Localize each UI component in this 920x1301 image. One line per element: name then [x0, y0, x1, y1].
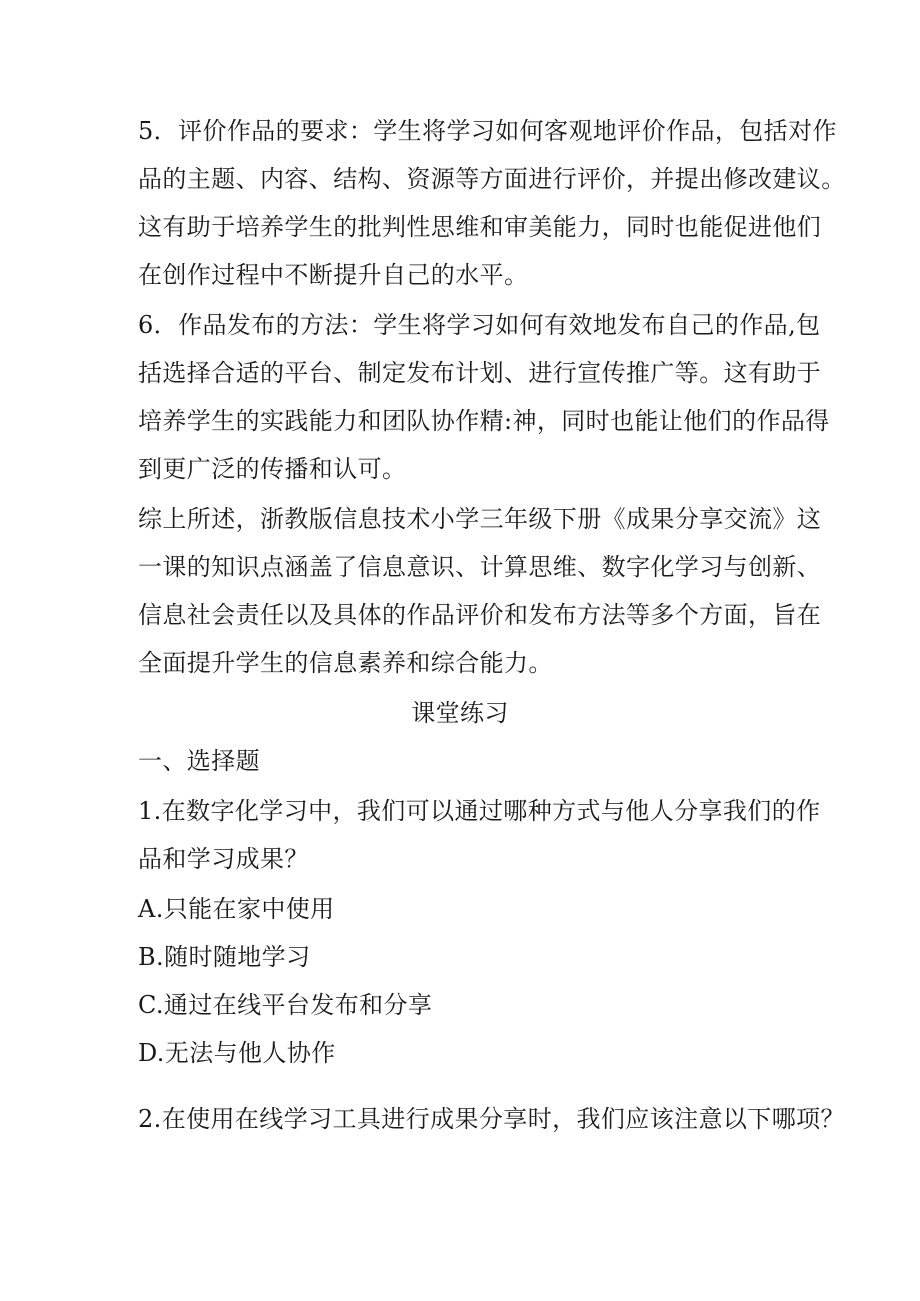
paragraph-line: 一课的知识点涵盖了信息意识、计算思维、数字化学习与创新、 — [138, 553, 822, 581]
option-b: B.随时随地学习 — [138, 943, 311, 971]
paragraph-line: 全面提升学生的信息素养和综合能力。 — [138, 649, 553, 677]
option-c: C.通过在线平台发布和分享 — [138, 991, 433, 1019]
paragraph-line: 培养学生的实践能力和团队协作精:神，同时也能让他们的作品得 — [138, 407, 830, 435]
paragraph-line: 到更广泛的传播和认可。 — [138, 455, 407, 483]
paragraph-line: 这有助于培养学生的批判性思维和审美能力，同时也能促进他们 — [138, 213, 822, 241]
section-title: 课堂练习 — [411, 699, 509, 727]
paragraph-line: 6．作品发布的方法：学生将学习如何有效地发布自己的作品,包 — [138, 311, 821, 339]
paragraph-line: 品的主题、内容、结构、资源等方面进行评价，并提出修改建议。 — [138, 165, 846, 193]
paragraph-line: 综上所述，浙教版信息技术小学三年级下册《成果分享交流》这 — [138, 505, 822, 533]
paragraph-line: 5．评价作品的要求：学生将学习如何客观地评价作品，包括对作 — [138, 117, 837, 145]
question-line: 2.在使用在线学习工具进行成果分享时，我们应该注意以下哪项？ — [138, 1105, 845, 1133]
paragraph-line: 信息社会责任以及具体的作品评价和发布方法等多个方面，旨在 — [138, 601, 822, 629]
question-line: 1.在数字化学习中，我们可以通过哪种方式与他人分享我们的作 — [138, 797, 821, 825]
option-d: D.无法与他人协作 — [138, 1039, 336, 1067]
question-line: 品和学习成果？ — [138, 845, 309, 873]
paragraph-line: 在创作过程中不断提升自己的水平。 — [138, 261, 529, 289]
option-a: A.只能在家中使用 — [138, 895, 335, 923]
paragraph-line: 括选择合适的平台、制定发布计划、进行宣传推广等。这有助于 — [138, 359, 822, 387]
subsection-title: 一、选择题 — [138, 747, 260, 775]
